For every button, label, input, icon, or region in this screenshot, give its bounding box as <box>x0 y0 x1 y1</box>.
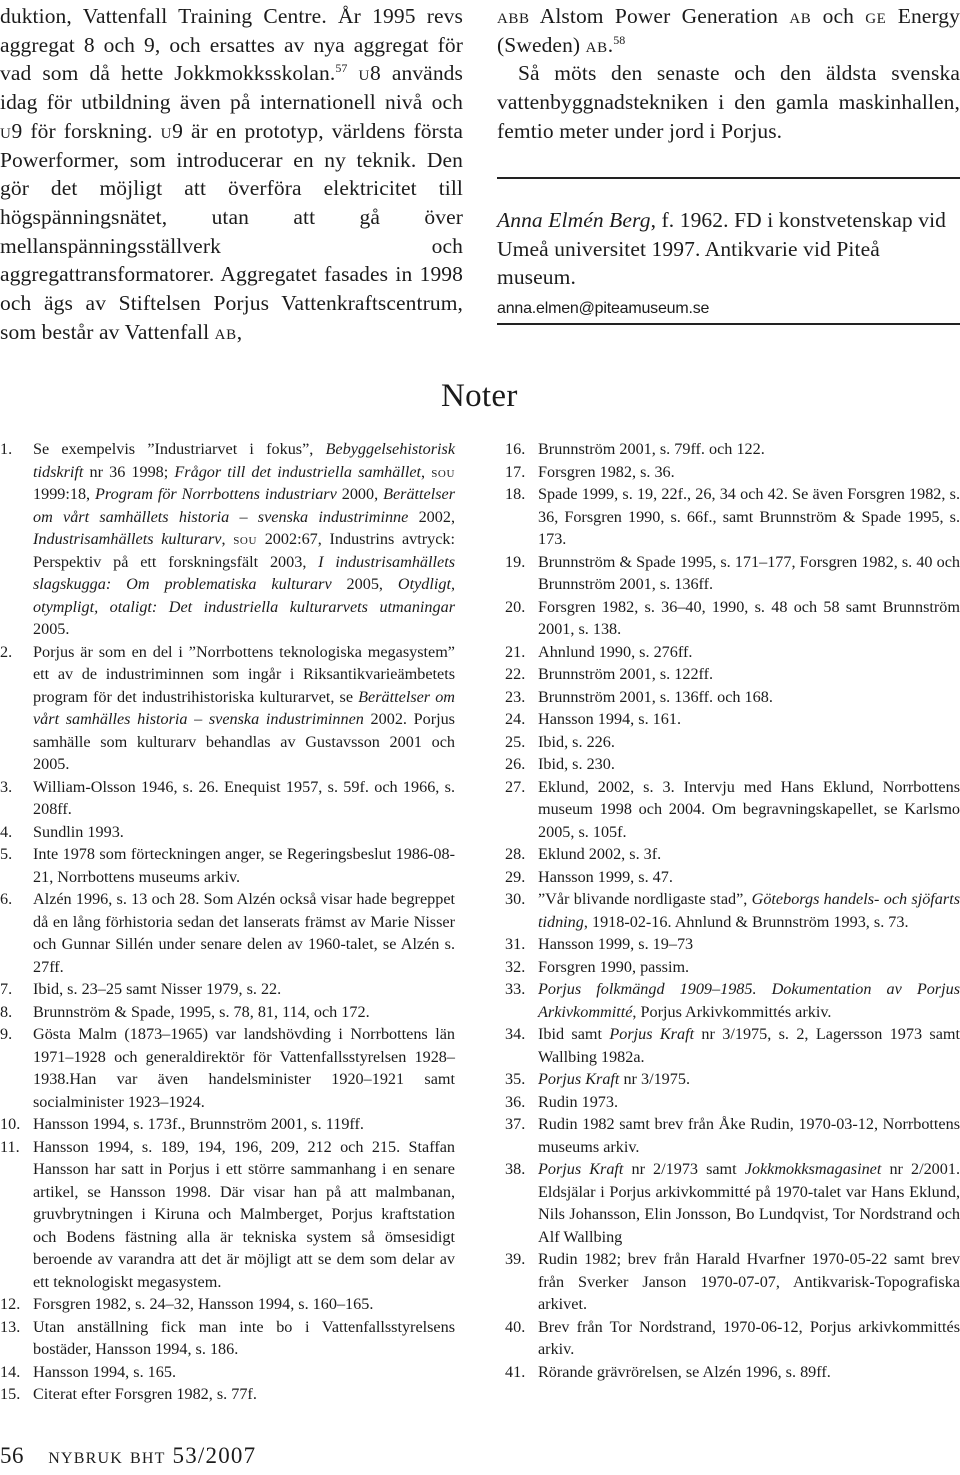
note-number: 7. <box>0 980 13 998</box>
note-number: 32. <box>505 957 526 976</box>
note-item <box>0 888 455 978</box>
note-item <box>0 1383 455 1406</box>
note-item <box>505 888 960 933</box>
note-item <box>505 866 960 889</box>
note-text: Brunnström 2001, s. 79ff. och 122. <box>538 440 765 458</box>
notes-heading: Noter <box>441 378 518 414</box>
note-item <box>0 641 455 776</box>
note-number: 24. <box>505 710 526 728</box>
note-text: Forsgren 1990, passim. <box>538 957 690 976</box>
note-number: 15. <box>0 1385 21 1403</box>
note-item <box>0 821 455 844</box>
note-text: Hansson 1999, s. 19–73 <box>538 935 694 953</box>
note-text: Hansson 1994, s. 173f., Brunnström 2001, s. 119ff. <box>33 1115 364 1133</box>
note-number: 13. <box>0 1317 21 1336</box>
note-number: 18. <box>505 485 526 503</box>
note-number: 36. <box>505 1092 526 1111</box>
note-item <box>0 776 455 821</box>
author-name: Anna Elmén Berg <box>497 208 651 232</box>
note-text: Brunnström & Spade, 1995, s. 78, 81, 114, och 172. <box>33 1002 370 1021</box>
note-text: Porjus Kraft nr 2/1973 samt Jokkmokksmagasinet nr 2/2001. Eldsjälar i Porjus arkivkommitté på 1970-talet var Hans Eklund, Nils Johansson, Elin Jonsson, Bo Lundqvist, Tor Nordstrand och Alf Wallbing <box>538 1160 960 1246</box>
body-paragraph: duktion, Vattenfall Training Centre. År 1995 revs aggregat 8 och 9, och ersattes av nya aggregat för vad som då hette Jokkmokksskolan.$^{57}$ u8 används idag för utbildning även på internationell nivå och u9 för forskning. u9 är en prototyp, världens första Powerformer, som introducerar en ny teknik. Den gör det möjligt att överföra elektricitet till högspänningsnätet, utan att gå över mellanspänningsställverk och aggregattransformatorer. Aggregatet fasades in 1998 och ägs av Stiftelsen Porjus Vattenkraftscentrum, som består av Vattenfall ab, <box>0 4 463 344</box>
note-text: William-Olsson 1946, s. 26. Enequist 1957, s. 59f. och 1966, s. 208ff. <box>33 777 455 818</box>
note-item <box>505 708 960 731</box>
note-item <box>0 1023 455 1113</box>
note-number: 33. <box>505 980 526 998</box>
note-number: 39. <box>505 1250 526 1268</box>
note-item <box>0 1001 455 1024</box>
note-item <box>505 753 960 776</box>
note-number: 1. <box>0 440 13 458</box>
author-rule-top <box>497 177 960 179</box>
note-item <box>505 1158 960 1248</box>
note-number: 26. <box>505 755 526 773</box>
note-text: Inte 1978 som förteckningen anger, se Regeringsbeslut 1986-08-21, Norrbottens museums arkiv. <box>33 845 455 886</box>
note-number: 8. <box>0 1002 13 1021</box>
note-text: Ibid, s. 226. <box>538 732 615 751</box>
note-item <box>505 1113 960 1158</box>
body-text-right <box>497 2 960 146</box>
note-text: Forsgren 1982, s. 36–40, 1990, s. 48 och 58 samt Brunnström 2001, s. 138. <box>538 597 960 638</box>
note-text: Hansson 1994, s. 189, 194, 196, 209, 212 och 215. Staffan Hansson har satt in Porjus i ett större sammanhang i en senare artikel, se Hansson 1998. Där visar han på att malmbanan, gruvbrytningen i Kiruna och Malmberget, Porjus kraftstation och Bodens fästning alla är tekniska system så ömsesidigt beroende av varandra att det är möjligt att se dem som delar av ett teknologiskt megasystem. <box>33 1137 455 1291</box>
note-number: 3. <box>0 777 13 796</box>
note-item <box>505 1248 960 1316</box>
note-text: Utan anställning fick man inte bo i Vattenfallsstyrelsens bostäder, Hansson 1994, s. 186. <box>33 1317 455 1358</box>
body-paragraph-continued: abb Alstom Power Generation ab och ge Energy (Sweden) ab.$^{58}$ <box>497 4 960 57</box>
notes-column-right <box>505 438 960 1383</box>
note-number: 40. <box>505 1317 526 1336</box>
author-bio <box>497 206 960 318</box>
note-item <box>0 1316 455 1361</box>
note-item <box>505 663 960 686</box>
note-text: Porjus Kraft nr 3/1975. <box>538 1070 690 1088</box>
note-number: 17. <box>505 462 526 481</box>
note-text: Hansson 1994, s. 165. <box>33 1362 176 1381</box>
note-text: Ahnlund 1990, s. 276ff. <box>538 642 693 661</box>
note-item <box>0 1293 455 1316</box>
notes-column-left <box>0 438 455 1406</box>
note-item <box>0 1113 455 1136</box>
note-text: Rörande grävrörelsen, se Alzén 1996, s. 89ff. <box>538 1362 831 1381</box>
note-number: 25. <box>505 732 526 751</box>
note-number: 9. <box>0 1025 13 1043</box>
note-item <box>505 686 960 709</box>
note-number: 37. <box>505 1115 526 1133</box>
note-text: Forsgren 1982, s. 24–32, Hansson 1994, s. 160–165. <box>33 1295 374 1313</box>
note-text: Sundlin 1993. <box>33 822 124 841</box>
author-email[interactable]: anna.elmen@piteamuseum.se <box>497 300 710 318</box>
note-number: 23. <box>505 687 526 706</box>
note-text: Alzén 1996, s. 13 och 28. Som Alzén också visar hade begreppet då en lång förhistoria sedan det lanserats främst av Marie Nisser och Gunnar Sillén under senare delen av 1960-talet, se Alzén s. 27ff. <box>33 890 455 976</box>
note-text: Brunnström 2001, s. 122ff. <box>538 665 714 683</box>
note-number: 14. <box>0 1362 21 1381</box>
note-number: 19. <box>505 552 526 571</box>
note-text: Eklund, 2002, s. 3. Intervju med Hans Eklund, Norrbottens museum 1998 och 2004. Om begravningskapellet, se Karlsmo 2005, s. 105f. <box>538 777 960 841</box>
note-number: 28. <box>505 845 526 863</box>
note-text: Ibid samt Porjus Kraft nr 3/1975, s. 2, Lagersson 1973 samt Wallbing 1982a. <box>538 1025 960 1066</box>
note-number: 11. <box>0 1137 20 1156</box>
note-item <box>505 596 960 641</box>
note-item <box>505 1361 960 1384</box>
note-item <box>0 438 455 641</box>
author-bio-text <box>497 206 960 292</box>
note-item <box>505 978 960 1023</box>
note-item <box>505 1091 960 1114</box>
note-text: Forsgren 1982, s. 36. <box>538 462 675 481</box>
note-number: 34. <box>505 1025 526 1043</box>
note-number: 5. <box>0 845 13 863</box>
note-text: Gösta Malm (1873–1965) var landshövding i Norrbottens län 1971–1928 och generaldirektör för Vattenfallsstyrelsen 1928–1938.Han var även handelsminister 1920–1921 samt socialminister 1923–1924. <box>33 1025 455 1111</box>
note-text: ”Vår blivande nordligaste stad”, Göteborgs handels- och sjöfarts tidning, 1918-02-16. Ahnlund & Brunnström 1993, s. 73. <box>538 890 960 931</box>
note-item <box>505 956 960 979</box>
note-text: Brunnström & Spade 1995, s. 171–177, Forsgren 1982, s. 40 och Brunnström 2001, s. 136ff. <box>538 552 960 593</box>
author-bio-rest: , f. 1962. FD i konstvetenskap vid Umeå universitet 1997. Antikvarie vid Piteå museum. <box>497 208 946 290</box>
note-number: 21. <box>505 642 526 661</box>
note-item <box>505 1023 960 1068</box>
note-text: Ibid, s. 23–25 samt Nisser 1979, s. 22. <box>33 980 282 998</box>
note-item <box>0 1361 455 1384</box>
page-number: 56 <box>0 1443 24 1468</box>
note-text: Hansson 1994, s. 161. <box>538 710 681 728</box>
note-number: 38. <box>505 1160 526 1178</box>
note-text: Rudin 1973. <box>538 1092 619 1111</box>
note-text: Brunnström 2001, s. 136ff. och 168. <box>538 687 773 706</box>
page-footer <box>0 1443 256 1469</box>
note-number: 10. <box>0 1115 21 1133</box>
note-item <box>505 641 960 664</box>
note-item <box>505 483 960 551</box>
note-number: 27. <box>505 777 526 796</box>
note-text: Citerat efter Forsgren 1982, s. 77f. <box>33 1385 257 1403</box>
note-text: Porjus folkmängd 1909–1985. Dokumentation av Porjus Arkivkommitté, Porjus Arkivkommittés arkiv. <box>538 980 960 1021</box>
note-text: Hansson 1999, s. 47. <box>538 867 673 886</box>
note-number: 31. <box>505 935 526 953</box>
author-rule-bottom <box>497 323 960 325</box>
note-number: 12. <box>0 1295 21 1313</box>
body-paragraph-closing: Så möts den senaste och den äldsta svenska vattenbyggnadstekniken i den gamla maskinhallen, femtio meter under jord i Porjus. <box>497 61 960 143</box>
body-text-left <box>0 2 463 346</box>
note-text: Se exempelvis ”Industriarvet i fokus”, Bebyggelsehistorisk tidskrift nr 36 1998; Frågor till det industriella samhället, sou 1999:18, Program för Norrbottens industriarv 2000, Berättelser om vårt samhällets historia – svenska industriminne 2002, Industrisamhällets kulturarv, sou 2002:67, Industrins avtryck: Perspektiv på ett forskningsfält 2003, I industrisamhällets slagskugga: Om problematiska kulturarv 2005, Otydligt, otympligt, otaligt: Det industriella kulturarvets utmaningar 2005. <box>33 440 456 638</box>
note-item <box>505 1068 960 1091</box>
note-item <box>505 438 960 461</box>
note-item <box>0 843 455 888</box>
note-number: 30. <box>505 890 526 908</box>
note-number: 16. <box>505 440 526 458</box>
journal-name: nybruk bht 53/2007 <box>48 1443 257 1468</box>
note-number: 6. <box>0 890 13 908</box>
note-number: 22. <box>505 665 526 683</box>
note-item <box>505 1316 960 1361</box>
note-item <box>505 933 960 956</box>
note-item <box>505 551 960 596</box>
note-text: Brev från Tor Nordstrand, 1970-06-12, Porjus arkivkommittés arkiv. <box>538 1317 960 1358</box>
note-text: Porjus är som en del i ”Norrbottens teknologiska megasystem” ett av de industriminnen som ingår i Riksantikvarieämbetets program för det industrihistoriska kulturarvet, se Berättelser om vårt samhälles historia – svenska industriminnen 2002. Porjus samhälle som kulturarv behandlas av Gustavsson 2001 och 2005. <box>33 642 456 773</box>
note-item <box>505 776 960 844</box>
note-item <box>505 461 960 484</box>
note-text: Spade 1999, s. 19, 22f., 26, 34 och 42. Se även Forsgren 1982, s. 36, Forsgren 1990, s. 66f., samt Brunnström & Spade 1995, s. 173. <box>538 485 960 548</box>
note-number: 4. <box>0 822 13 841</box>
note-number: 41. <box>505 1362 526 1381</box>
note-text: Ibid, s. 230. <box>538 755 615 773</box>
note-number: 20. <box>505 597 526 616</box>
note-item <box>0 1136 455 1294</box>
note-item <box>0 978 455 1001</box>
note-text: Rudin 1982 samt brev från Åke Rudin, 1970-03-12, Norrbottens museums arkiv. <box>538 1115 960 1156</box>
note-number: 2. <box>0 642 13 661</box>
note-item <box>505 731 960 754</box>
note-item <box>505 843 960 866</box>
note-number: 29. <box>505 867 526 886</box>
note-text: Eklund 2002, s. 3f. <box>538 845 662 863</box>
note-text: Rudin 1982; brev från Harald Hvarfner 1970-05-22 samt brev från Sverker Janson 1970-07-07, Antikvarisk-Topografiska arkivet. <box>538 1250 960 1313</box>
note-number: 35. <box>505 1070 526 1088</box>
